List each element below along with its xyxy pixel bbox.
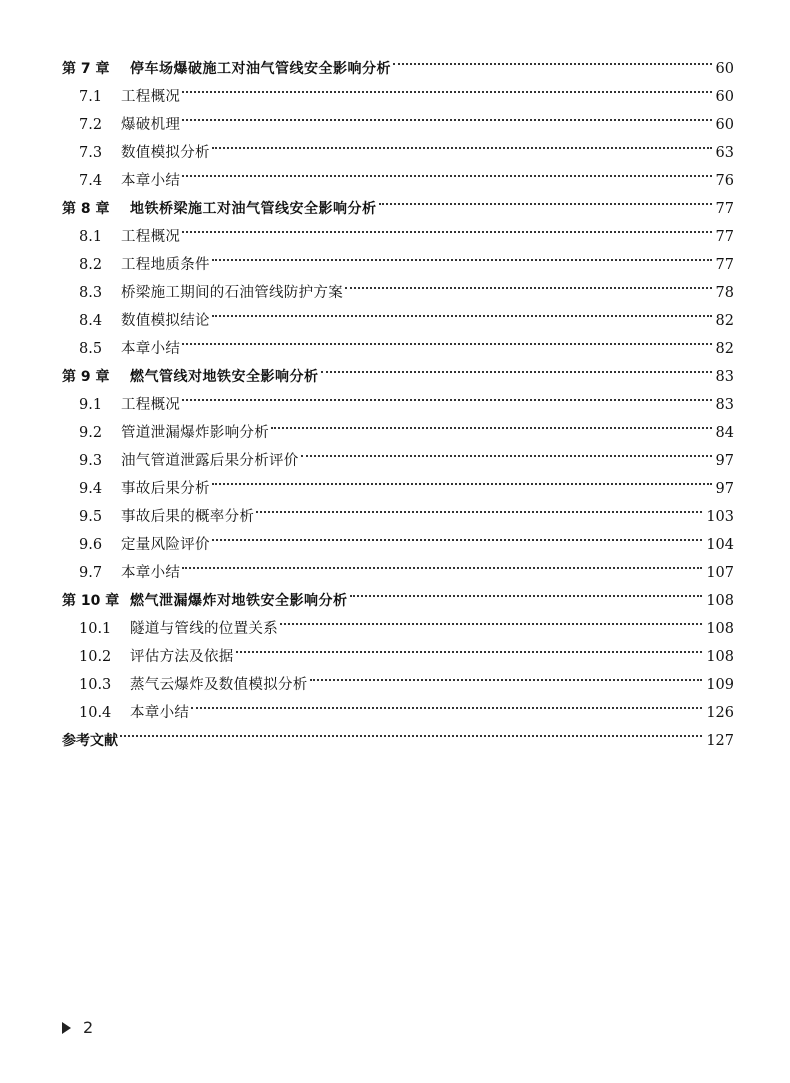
toc-entry-page: 77 — [715, 257, 734, 273]
dot-leader — [212, 259, 712, 261]
toc-entry-title: 工程概况 — [121, 89, 181, 105]
toc-section-row[interactable] — [0, 139, 790, 167]
dot-leader — [120, 735, 702, 737]
toc-entry-number: 9.7 — [79, 565, 103, 581]
toc-section-row[interactable] — [0, 391, 790, 419]
dot-leader — [182, 119, 711, 121]
toc-section-row[interactable] — [0, 615, 790, 643]
toc-section-row[interactable] — [0, 643, 790, 671]
toc-section-row[interactable] — [0, 167, 790, 195]
toc-section-row[interactable] — [0, 699, 790, 727]
toc-entry-page: 60 — [715, 117, 734, 133]
toc-entry-page: 126 — [706, 705, 734, 721]
toc-chapter-row[interactable] — [0, 195, 790, 223]
toc-entry-page: 97 — [715, 453, 734, 469]
toc-entry-number: 10.2 — [79, 649, 112, 665]
toc-entry-number: 8.4 — [79, 313, 103, 329]
toc-entry-page: 77 — [715, 229, 734, 245]
toc-entry-title: 地铁桥梁施工对油气管线安全影响分析 — [130, 201, 377, 217]
dot-leader — [212, 315, 712, 317]
toc-section-row[interactable] — [0, 111, 790, 139]
toc-section-row[interactable] — [0, 223, 790, 251]
toc-entry-number: 7.2 — [79, 117, 103, 133]
toc-entry-number: 7.1 — [79, 89, 103, 105]
dot-leader — [256, 511, 702, 513]
toc-references-row[interactable] — [0, 727, 790, 755]
dot-leader — [393, 63, 712, 65]
toc-entry-title: 桥梁施工期间的石油管线防护方案 — [121, 285, 343, 301]
toc-section-row[interactable] — [0, 447, 790, 475]
dot-leader — [345, 287, 712, 289]
toc-entry-number: 第 8 章 — [62, 201, 110, 217]
toc-entry-number: 10.4 — [79, 705, 112, 721]
toc-entry-page: 97 — [715, 481, 734, 497]
toc-entry-page: 77 — [715, 201, 734, 217]
toc-entry-page: 84 — [715, 425, 734, 441]
toc-entry-number: 7.3 — [79, 145, 103, 161]
dot-leader — [321, 371, 712, 373]
toc-section-row[interactable] — [0, 279, 790, 307]
toc-section-row[interactable] — [0, 83, 790, 111]
toc-entry-page: 107 — [706, 565, 734, 581]
toc-entry-title: 数值模拟结论 — [121, 313, 210, 329]
dot-leader — [271, 427, 712, 429]
toc-entry-number: 9.4 — [79, 481, 103, 497]
toc-entry-page: 108 — [706, 649, 734, 665]
toc-section-row[interactable] — [0, 307, 790, 335]
toc-entry-title: 隧道与管线的位置关系 — [130, 621, 278, 637]
toc-entry-title: 燃气泄漏爆炸对地铁安全影响分析 — [130, 593, 348, 609]
toc-entry-number: 8.3 — [79, 285, 103, 301]
toc-entry-number: 8.5 — [79, 341, 103, 357]
toc-entry-page: 82 — [715, 341, 734, 357]
toc-section-row[interactable] — [0, 671, 790, 699]
toc-entry-title: 燃气管线对地铁安全影响分析 — [130, 369, 319, 385]
toc-entry-number: 10.1 — [79, 621, 112, 637]
dot-leader — [182, 231, 711, 233]
toc-section-row[interactable] — [0, 475, 790, 503]
toc-entry-page: 78 — [715, 285, 734, 301]
toc-entry-title: 工程概况 — [121, 229, 181, 245]
toc-entry-title: 事故后果的概率分析 — [121, 509, 255, 525]
dot-leader — [350, 595, 703, 597]
dot-leader — [236, 651, 703, 653]
toc-section-row[interactable] — [0, 419, 790, 447]
toc-entry-title: 本章小结 — [121, 565, 181, 581]
toc-entry-page: 104 — [706, 537, 734, 553]
toc-entry-title: 工程地质条件 — [121, 257, 210, 273]
toc-entry-number: 第 7 章 — [62, 61, 110, 77]
dot-leader — [182, 343, 711, 345]
toc-entry-title: 管道泄漏爆炸影响分析 — [121, 425, 269, 441]
toc-section-row[interactable] — [0, 251, 790, 279]
toc-entry-page: 83 — [715, 369, 734, 385]
toc-entry-page: 108 — [706, 593, 734, 609]
toc-entry-page: 127 — [706, 733, 734, 749]
dot-leader — [379, 203, 712, 205]
toc-section-row[interactable] — [0, 559, 790, 587]
toc-entry-title: 工程概况 — [121, 397, 181, 413]
toc-entry-page: 103 — [706, 509, 734, 525]
toc-entry-number: 9.3 — [79, 453, 103, 469]
dot-leader — [212, 539, 703, 541]
toc-entry-page: 83 — [715, 397, 734, 413]
dot-leader — [212, 147, 712, 149]
toc-entry-title: 爆破机理 — [121, 117, 181, 133]
toc-entry-number: 9.2 — [79, 425, 103, 441]
toc-entry-number: 第 9 章 — [62, 369, 110, 385]
toc-entry-number: 8.1 — [79, 229, 103, 245]
dot-leader — [310, 679, 703, 681]
toc-entry-page: 82 — [715, 313, 734, 329]
toc-entry-page: 63 — [715, 145, 734, 161]
toc-section-row[interactable] — [0, 503, 790, 531]
dot-leader — [280, 623, 702, 625]
dot-leader — [182, 399, 711, 401]
toc-entry-title: 参考文献 — [62, 733, 118, 749]
toc-entry-number: 7.4 — [79, 173, 103, 189]
toc-entry-number: 9.6 — [79, 537, 103, 553]
toc-entry-number: 8.2 — [79, 257, 103, 273]
toc-entry-title: 本章小结 — [130, 705, 190, 721]
toc-entry-page: 60 — [715, 61, 734, 77]
toc-entry-title: 油气管道泄露后果分析评价 — [121, 453, 299, 469]
page-number: 2 — [83, 1018, 94, 1037]
toc-entry-title: 停车场爆破施工对油气管线安全影响分析 — [130, 61, 391, 77]
dot-leader — [182, 175, 711, 177]
toc-entry-title: 蒸气云爆炸及数值模拟分析 — [130, 677, 308, 693]
dot-leader — [182, 91, 711, 93]
toc-entry-number: 9.5 — [79, 509, 103, 525]
toc-section-row[interactable] — [0, 531, 790, 559]
toc-entry-title: 定量风险评价 — [121, 537, 210, 553]
toc-entry-title: 数值模拟分析 — [121, 145, 210, 161]
toc-chapter-row[interactable] — [0, 363, 790, 391]
toc-entry-page: 60 — [715, 89, 734, 105]
dot-leader — [191, 707, 702, 709]
toc-chapter-row[interactable] — [0, 55, 790, 83]
page-footer — [62, 1018, 93, 1037]
toc-entry-page: 76 — [715, 173, 734, 189]
toc-entry-page: 108 — [706, 621, 734, 637]
triangle-marker-icon — [62, 1022, 71, 1034]
toc-entry-number: 第 10 章 — [62, 593, 120, 609]
toc-entry-title: 事故后果分析 — [121, 481, 210, 497]
toc-section-row[interactable] — [0, 335, 790, 363]
toc-entry-title: 评估方法及依据 — [130, 649, 234, 665]
table-of-contents — [0, 55, 790, 755]
dot-leader — [182, 567, 702, 569]
toc-chapter-row[interactable] — [0, 587, 790, 615]
toc-entry-page: 109 — [706, 677, 734, 693]
dot-leader — [212, 483, 712, 485]
dot-leader — [301, 455, 712, 457]
toc-entry-number: 10.3 — [79, 677, 112, 693]
toc-entry-number: 9.1 — [79, 397, 103, 413]
toc-entry-title: 本章小结 — [121, 341, 181, 357]
toc-entry-title: 本章小结 — [121, 173, 181, 189]
